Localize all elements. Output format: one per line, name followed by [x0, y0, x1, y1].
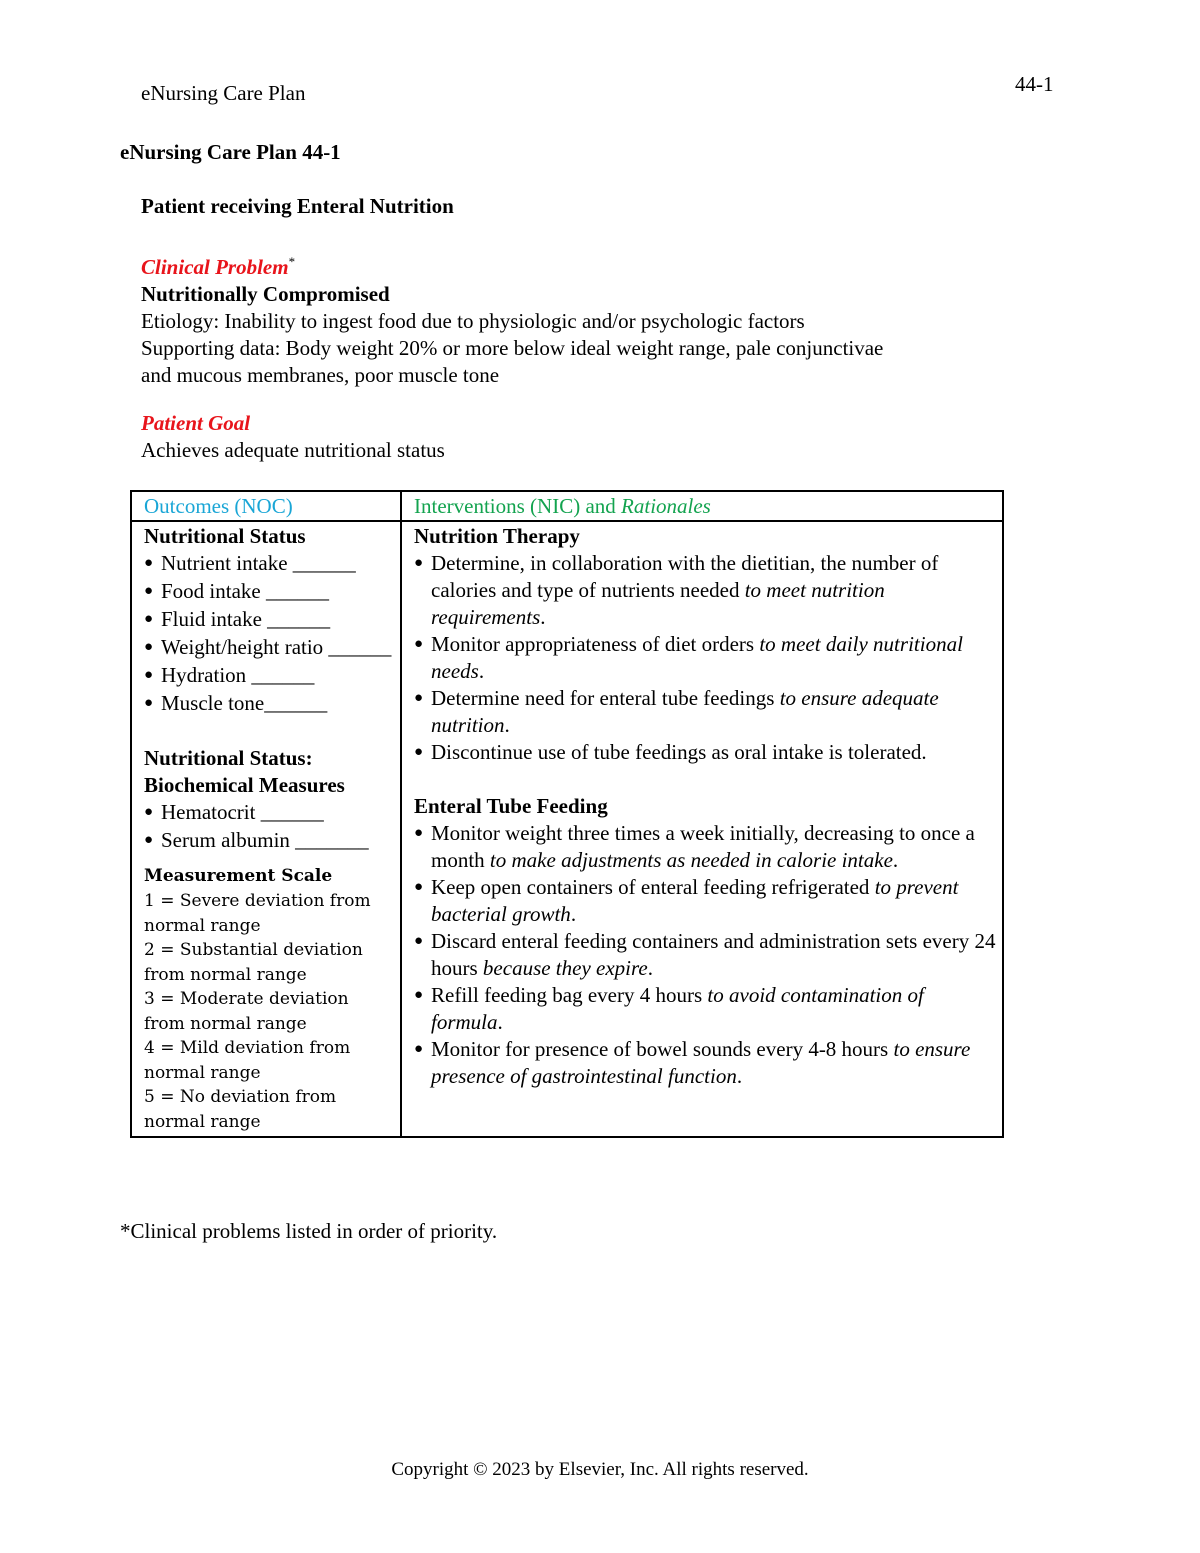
priority-marker: * [288, 254, 296, 269]
list-item: ● Discard enteral feeding containers and administration sets every 24 hours because they expire. [414, 928, 996, 982]
interventions-cell [401, 521, 1003, 1137]
list-item: ● Weight/height ratio ______ [144, 634, 394, 661]
interventions-header-text: Interventions (NIC) and [414, 494, 622, 518]
list-item: ● Hematocrit ______ [144, 799, 394, 826]
clinical-problem-heading: Clinical Problem [141, 255, 289, 279]
list-item: ● Determine need for enteral tube feedings to ensure adequate nutrition. [414, 685, 996, 739]
list-item: ● Discontinue use of tube feedings as oral intake is tolerated. [414, 739, 996, 766]
outcomes-cell [131, 521, 401, 1137]
list-item: ● Muscle tone______ [144, 690, 394, 717]
copyright-notice: Copyright © 2023 by Elsevier, Inc. All rights reserved. [391, 1459, 809, 1480]
list-item: ● Fluid intake ______ [144, 606, 394, 633]
patient-goal-section [141, 410, 445, 464]
list-item: ● Food intake ______ [144, 578, 394, 605]
scale-level: 5 = No deviation from normal range [144, 1087, 337, 1132]
footnote: *Clinical problems listed in order of priority. [120, 1219, 498, 1243]
outcome-section-title: Biochemical Measures [144, 773, 345, 797]
supporting-data-line-1: Supporting data: Body weight 20% or more below ideal weight range, pale conjunctivae [141, 336, 884, 360]
list-item: ● Serum albumin _______ [144, 827, 394, 854]
outcome-section-title: Nutritional Status: [144, 746, 313, 770]
list-item: ● Hydration ______ [144, 662, 394, 689]
scale-level: 3 = Moderate deviation from normal range [144, 989, 349, 1034]
intervention-section-title: Nutrition Therapy [414, 524, 580, 548]
page-number: 44-1 [1015, 72, 1054, 96]
patient-goal-text: Achieves adequate nutritional status [141, 438, 445, 462]
running-header: eNursing Care Plan [141, 81, 306, 105]
document-subtitle: Patient receiving Enteral Nutrition [141, 194, 454, 218]
document-title: eNursing Care Plan 44-1 [120, 140, 341, 164]
scale-level: 2 = Substantial deviation from normal range [144, 940, 363, 985]
list-item: ● Monitor weight three times a week initially, decreasing to once a month to make adjustments as needed in calorie intake. [414, 820, 996, 874]
rationales-header-text: Rationales [621, 494, 711, 518]
etiology-text: Etiology: Inability to ingest food due to physiologic and/or psychologic factors [141, 309, 805, 333]
outcome-section-title: Nutritional Status [144, 524, 306, 548]
outcome-list [144, 799, 394, 854]
list-item: ● Monitor for presence of bowel sounds every 4-8 hours to ensure presence of gastrointestinal function. [414, 1036, 996, 1090]
list-item: ● Keep open containers of enteral feeding refrigerated to prevent bacterial growth. [414, 874, 996, 928]
outcome-list [144, 550, 394, 717]
supporting-data-line-2: and mucous membranes, poor muscle tone [141, 363, 500, 387]
list-item: ● Monitor appropriateness of diet orders to meet daily nutritional needs. [414, 631, 996, 685]
care-plan-table [130, 490, 1004, 1138]
intervention-list [414, 820, 996, 1090]
intervention-section-title: Enteral Tube Feeding [414, 794, 608, 818]
patient-goal-heading: Patient Goal [141, 411, 251, 435]
clinical-problem-name: Nutritionally Compromised [141, 282, 390, 306]
list-item: ● Refill feeding bag every 4 hours to avoid contamination of formula. [414, 982, 996, 1036]
scale-level: 1 = Severe deviation from normal range [144, 891, 371, 936]
interventions-header [401, 491, 1003, 521]
list-item: ● Nutrient intake ______ [144, 550, 394, 577]
scale-level: 4 = Mild deviation from normal range [144, 1038, 351, 1083]
measurement-scale-title: Measurement Scale [144, 866, 333, 886]
list-item: ● Determine, in collaboration with the dietitian, the number of calories and type of nutrients needed to meet nutrition requirements. [414, 550, 996, 631]
intervention-list [414, 550, 996, 766]
clinical-problem-section [141, 248, 883, 389]
outcomes-header: Outcomes (NOC) [131, 491, 401, 521]
